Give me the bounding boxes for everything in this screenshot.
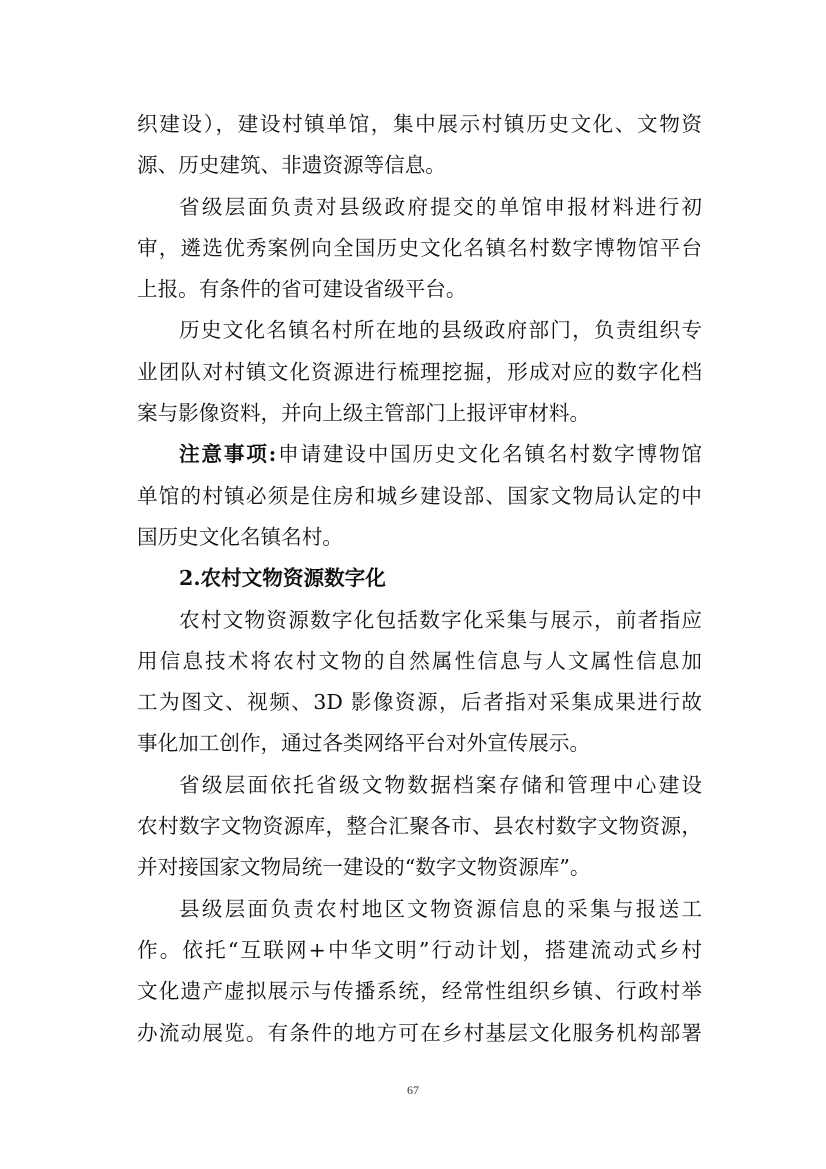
text-line: 上报。有条件的省可建设省级平台。 [137,277,467,302]
note-paragraph [137,434,702,475]
paragraph-county-government: 历史文化名镇名村所在地的县级政府部门，负责组织专 [179,318,702,343]
text-line: 案与影像资料，并向上级主管部门上报评审材料。 [137,401,591,426]
text-line: 业团队对村镇文化资源进行梳理挖掘，形成对应的数字化档 [137,359,702,384]
text-line: 作。依托“互联网+中华文明”行动计划，搭建流动式乡村 [137,937,702,962]
paragraph-provincial-database: 省级层面依托省级文物数据档案存储和管理中心建设 [179,772,702,797]
note-label: 注意事项: [179,442,277,467]
text-line: 办流动展览。有条件的地方可在乡村基层文化服务机构部署 [137,1020,702,1045]
text-line: 审，遴选优秀案例向全国历史文化名镇名村数字博物馆平台 [137,235,702,260]
text-line: 事化加工创作，通过各类网络平台对外宣传展示。 [137,731,591,756]
page-number: 67 [407,1083,419,1097]
text-line: 并对接国家文物局统一建设的“数字文物资源库”。 [137,855,591,880]
text-line: 国历史文化名镇名村。 [137,524,343,549]
text-line: 工为图文、视频、3D 影像资源，后者指对采集成果进行故 [137,690,702,715]
text-line: 文化遗产虚拟展示与传播系统，经常性组织乡镇、行政村举 [137,979,702,1004]
text-line: 单馆的村镇必须是住房和城乡建设部、国家文物局认定的中 [137,483,702,508]
section-heading: 2.农村文物资源数字化 [179,566,386,591]
paragraph-provincial-review: 省级层面负责对县级政府提交的单馆申报材料进行初 [179,194,702,219]
note-text: 申请建设中国历史文化名镇名村数字博物馆 [276,442,703,467]
text-line: 用信息技术将农村文物的自然属性信息与人文属性信息加 [137,648,702,673]
text-line: 源、历史建筑、非遗资源等信息。 [137,153,446,178]
document-body [137,104,702,1054]
text-line: 织建设），建设村镇单馆，集中展示村镇历史文化、文物资 [137,112,702,136]
paragraph-digitization: 农村文物资源数字化包括数字化采集与展示，前者指应 [179,607,702,632]
text-line: 农村数字文物资源库，整合汇聚各市、县农村数字文物资源， [137,814,702,839]
paragraph-county-collection: 县级层面负责农村地区文物资源信息的采集与报送工 [179,896,702,921]
